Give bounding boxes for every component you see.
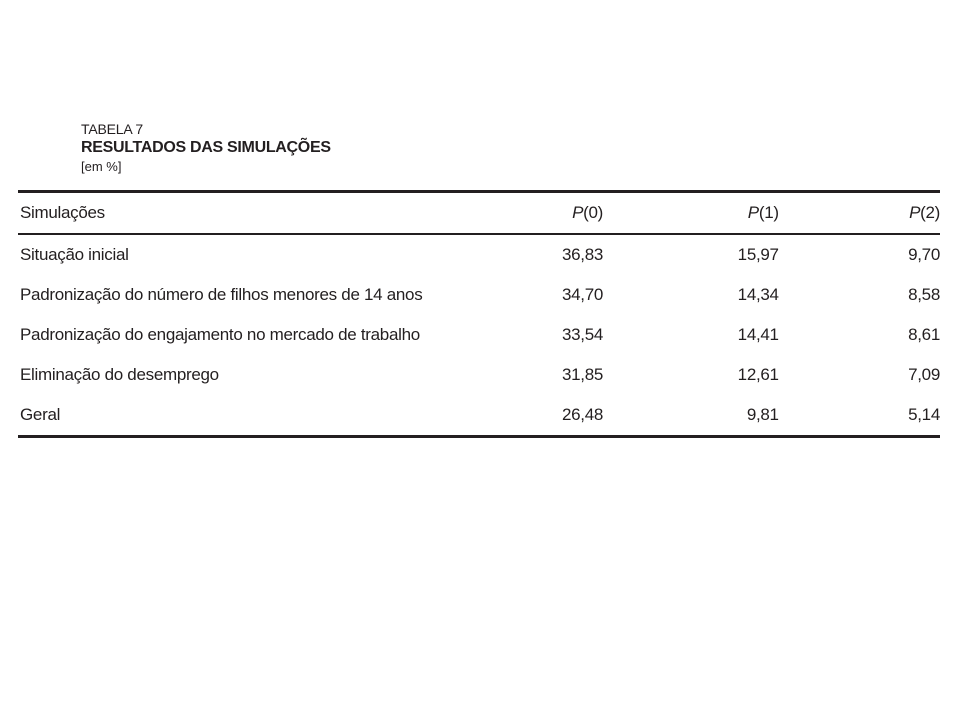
row-label: Padronização do engajamento no mercado de trabalho [20,325,420,344]
cell-p0: 31,85 [561,365,604,384]
row-label: Geral [20,405,61,424]
header-p0-var: P [572,203,584,222]
cell-p2: 7,09 [908,365,940,384]
row-label: Eliminação do desemprego [20,365,219,384]
header-p1-var: P [747,203,759,222]
header-p0 [516,192,603,235]
header-p2-arg: (2) [920,203,940,222]
cell-p1: 14,34 [737,285,779,304]
cell-p2: 8,58 [908,285,940,304]
cell-p0: 33,54 [561,325,604,344]
table-row [18,315,940,355]
simulation-results-table-block [18,120,940,438]
table-header-row [18,192,940,235]
cell-p1: 12,61 [737,365,779,384]
cell-p2: 9,70 [908,245,940,264]
header-p0-arg: (0) [583,203,604,222]
header-simulations: Simulações [20,203,105,222]
table-row [18,275,940,315]
table-unit-note: [em %] [81,159,122,174]
header-p2 [779,192,940,235]
table-title: RESULTADOS DAS SIMULAÇÕES [81,139,331,156]
table-row [18,355,940,395]
cell-p2: 5,14 [908,405,940,424]
results-table [18,190,940,438]
row-label: Situação inicial [20,245,129,264]
cell-p2: 8,61 [908,325,940,344]
cell-p1: 15,97 [737,245,779,264]
cell-p0: 34,70 [561,285,604,304]
header-p1 [603,192,779,235]
table-number-label: TABELA 7 [81,121,143,137]
table-caption [81,120,940,176]
header-p2-var: P [909,203,921,222]
table-row [18,234,940,275]
cell-p1: 9,81 [746,405,779,424]
table-row [18,395,940,437]
row-label: Padronização do número de filhos menores de 14 anos [20,285,423,304]
header-p1-arg: (1) [758,203,779,222]
cell-p1: 14,41 [737,325,779,344]
cell-p0: 36,83 [561,245,604,264]
cell-p0: 26,48 [561,405,604,424]
